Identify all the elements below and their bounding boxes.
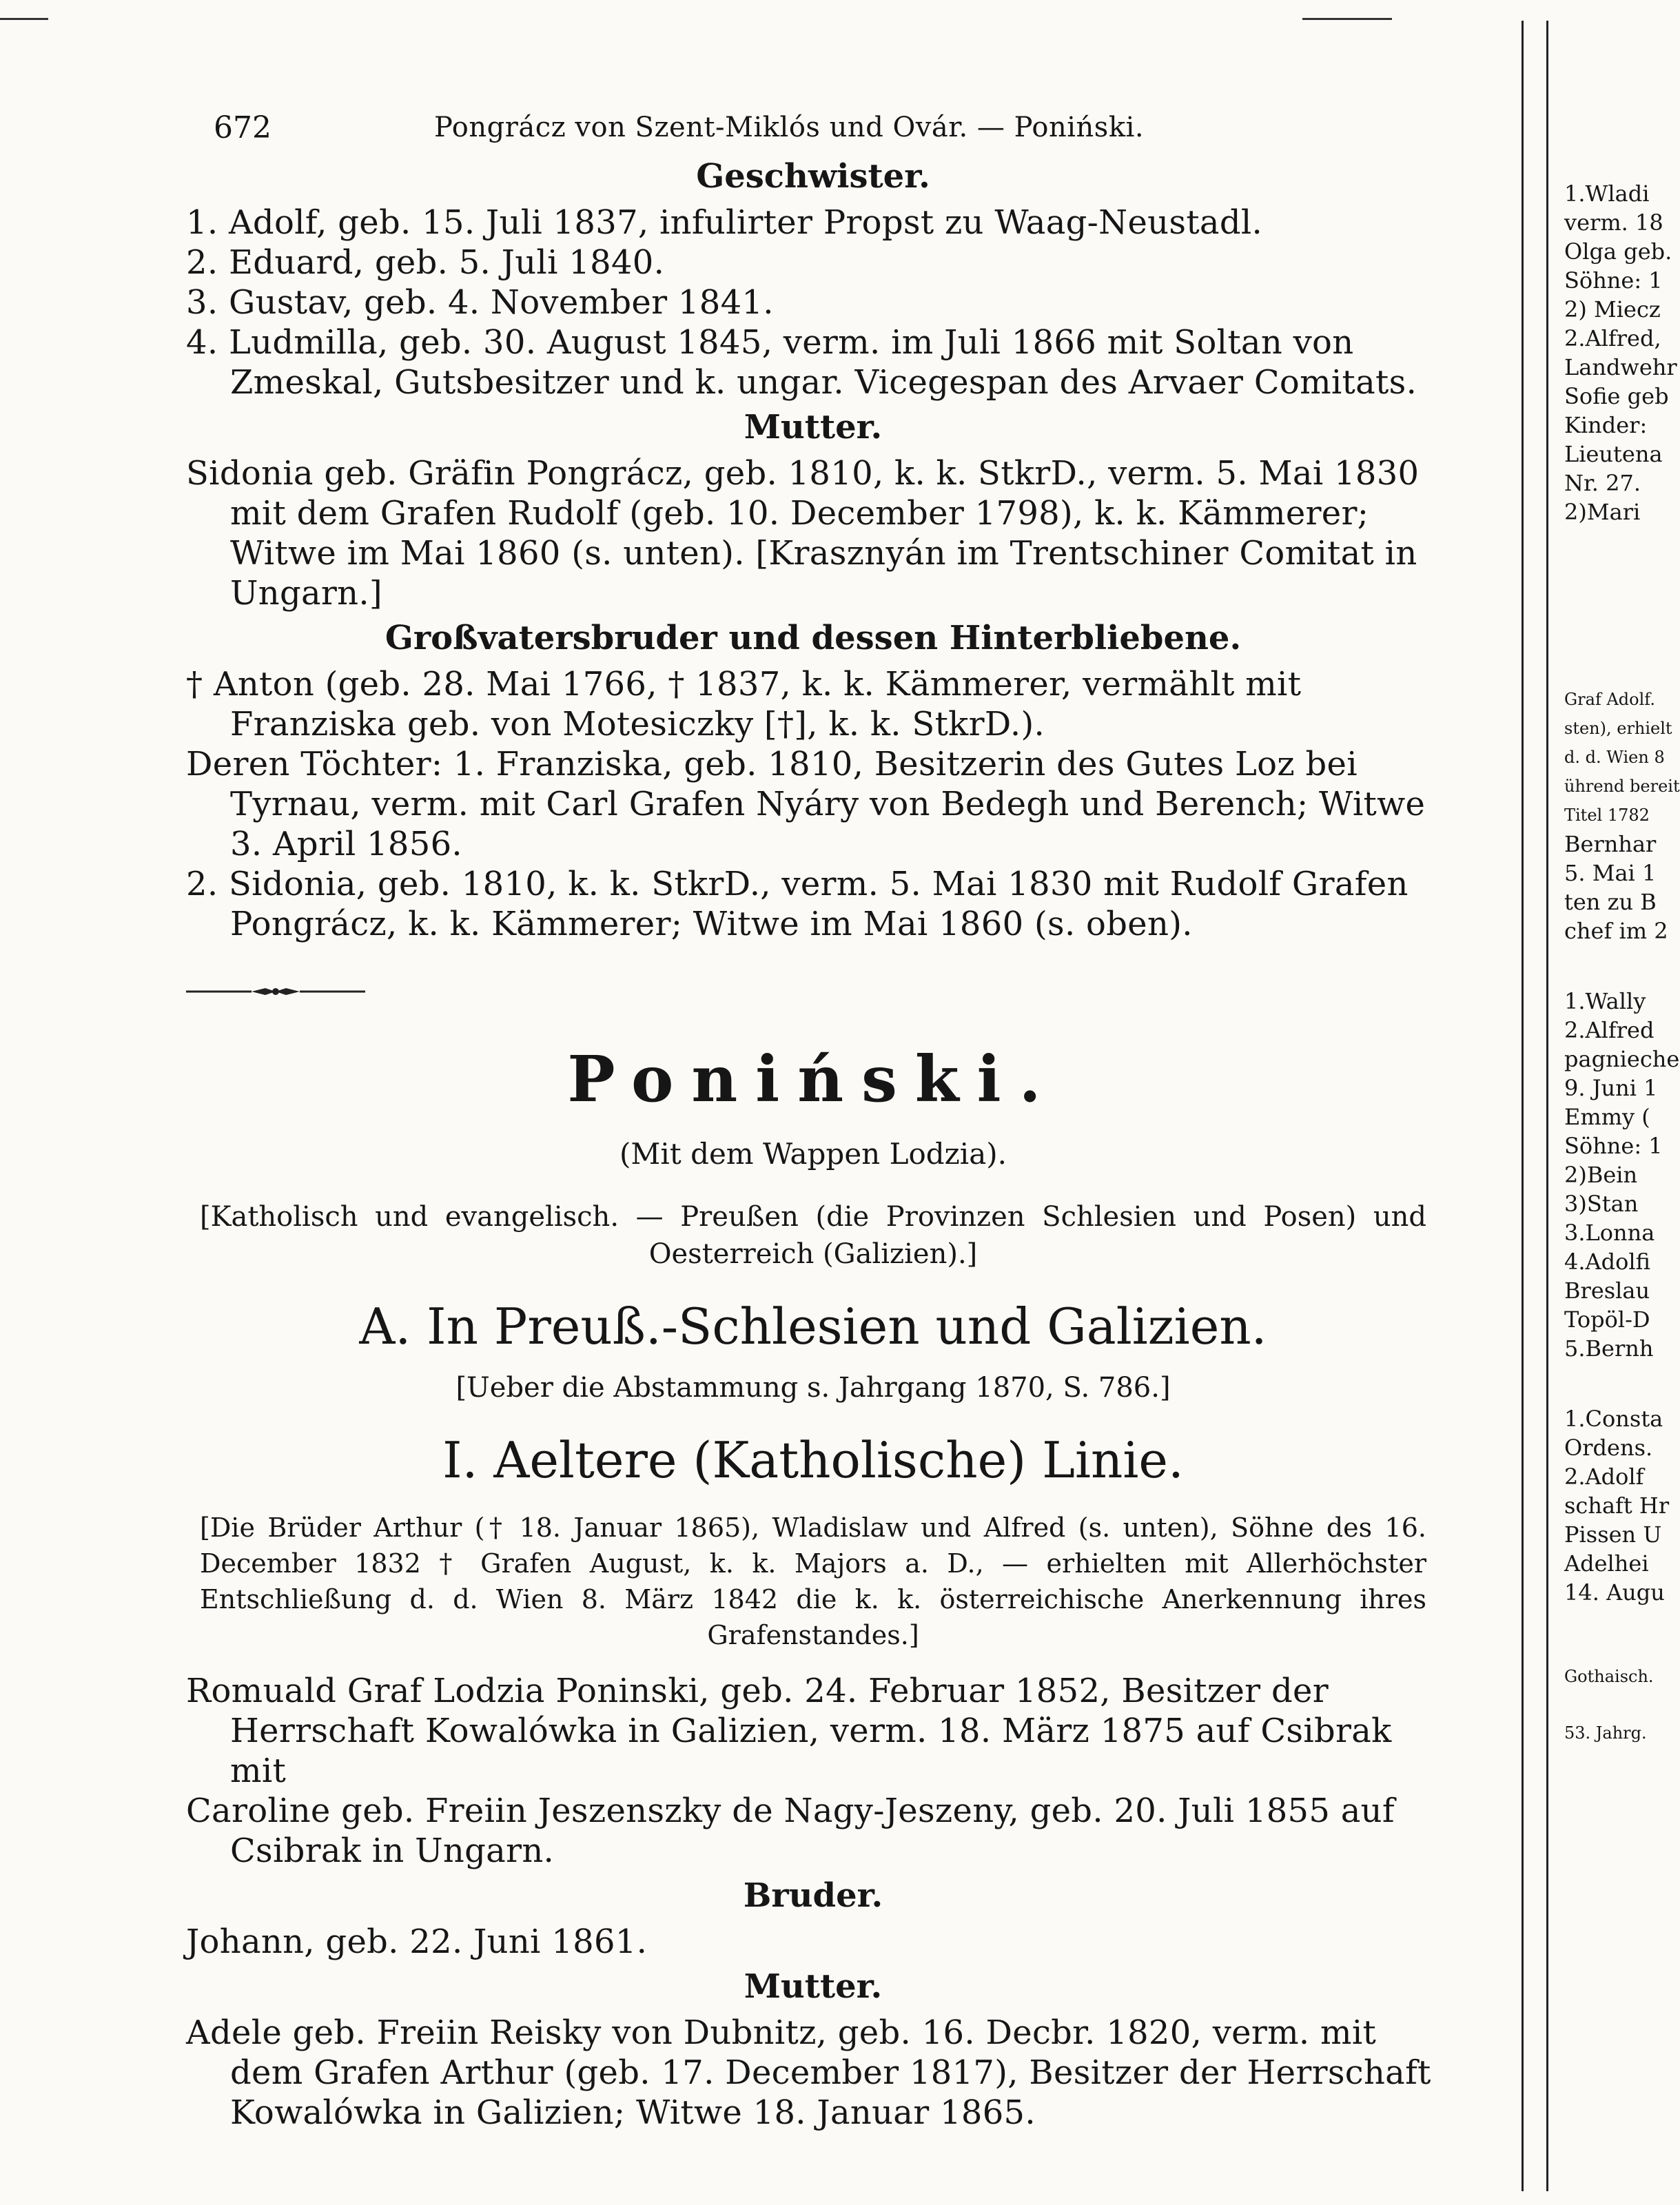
margin-line: 3.Lonna	[1564, 1220, 1655, 1246]
page-number: 672	[214, 110, 272, 145]
margin-line: Olga geb.	[1564, 238, 1672, 265]
line-note: [Die Brüder Arthur († 18. Januar 1865), Wladislaw und Alfred (s. unten), Söhne des 16. December 1832 † Grafen August, k. k. Majors a. D., — erhielten mit Allerhöchster Entschließung d. d. Wien 8. März 1842 die k. k. österreichische Anerkennung ihres Grafenstandes.]	[200, 1512, 1426, 1650]
margin-line: 2) Miecz	[1564, 296, 1661, 322]
margin-line: Topöl-D	[1564, 1306, 1650, 1333]
sibling-entry: 4. Ludmilla, geb. 30. August 1845, verm. im Juli 1866 mit Soltan von Zmeskal, Gutsbesitzer und k. ungar. Vicegespan des Arvaer Comitats.	[186, 323, 1417, 402]
margin-line: Graf Adolf.	[1564, 690, 1655, 709]
margin-line: 5. Mai 1	[1564, 860, 1657, 886]
margin-line: 9. Juni 1	[1564, 1075, 1658, 1101]
margin-gap	[1564, 1607, 1654, 1662]
margin-line: 1.Wally	[1564, 988, 1646, 1014]
margin-line: Adelhei	[1564, 1550, 1649, 1577]
margin-line: 14. Augu	[1564, 1579, 1665, 1606]
margin-line: Gothaisch.	[1564, 1667, 1654, 1686]
margin-line: Emmy (	[1564, 1104, 1650, 1130]
margin-gap	[1564, 526, 1654, 685]
margin-line: Landwehr	[1564, 354, 1677, 380]
poninski-mother-entry: Adele geb. Freiin Reisky von Dubnitz, geb. 16. Decbr. 1820, verm. mit dem Grafen Arthur (geb. 17. December 1817), Besitzer der Herrschaft Kowalówka in Galizien; Witwe 18. Januar 1865.	[186, 2013, 1431, 2132]
page-header	[186, 96, 1440, 152]
margin-line: Ordens.	[1564, 1435, 1653, 1461]
margin-line: ten zu B	[1564, 889, 1657, 915]
margin-line: 4.Adolfi	[1564, 1249, 1650, 1275]
margin-line: 3)Stan	[1564, 1191, 1639, 1217]
ornament-divider	[186, 985, 365, 998]
section-a-heading: A. In Preuß.-Schlesien und Galizien.	[359, 1298, 1267, 1355]
margin-gap	[1564, 1691, 1654, 1719]
margin-line: 2)Mari	[1564, 499, 1641, 525]
line-heading: I. Aeltere (Katholische) Linie.	[442, 1431, 1184, 1489]
margin-line: Kinder:	[1564, 412, 1648, 438]
poninski-mother-heading: Mutter.	[744, 1967, 883, 2006]
adjacent-page-fragment	[1564, 179, 1680, 1747]
margin-line: 2.Alfred,	[1564, 325, 1661, 351]
mother-entry: Sidonia geb. Gräfin Pongrácz, geb. 1810, k. k. StkrD., verm. 5. Mai 1830 mit dem Grafen Rudolf (geb. 10. December 1798), k. k. Kämmerer; Witwe im Mai 1860 (s. unten). [Krasznyán im Trentschiner Comitat in Ungarn.]	[186, 454, 1420, 613]
family-title: Poniński.	[567, 1042, 1059, 1116]
section-a-note: [Ueber die Abstammung s. Jahrgang 1870, S. 786.]	[455, 1372, 1171, 1404]
margin-line: pagnieche	[1564, 1046, 1680, 1072]
margin-line: schaft Hr	[1564, 1493, 1670, 1519]
margin-line: chef im 2	[1564, 918, 1668, 944]
margin-line: 2.Adolf	[1564, 1464, 1644, 1490]
margin-line: 2)Bein	[1564, 1162, 1638, 1188]
gutter-rule	[1546, 21, 1548, 2191]
brother-entry: Johann, geb. 22. Juni 1861.	[186, 1922, 648, 1961]
margin-line: d. d. Wien 8	[1564, 748, 1665, 767]
granduncle-entry: † Anton (geb. 28. Mai 1766, † 1837, k. k. Kämmerer, vermählt mit Franziska geb. von Motesiczky [†], k. k. StkrD.).	[186, 665, 1302, 743]
margin-line: Söhne: 1	[1564, 1133, 1663, 1159]
siblings-heading: Geschwister.	[696, 157, 930, 196]
margin-line: 5.Bernh	[1564, 1335, 1654, 1362]
daughter-entry: Deren Töchter: 1. Franziska, geb. 1810, Besitzerin des Gutes Loz bei Tyrnau, verm. mit Carl Grafen Nyáry von Bedegh und Berench; Witwe 3. April 1856.	[186, 745, 1426, 863]
main-column	[186, 96, 1440, 2133]
arms-line: (Mit dem Wappen Lodzia).	[619, 1137, 1007, 1171]
margin-line: verm. 18	[1564, 209, 1663, 236]
edge-mark	[1302, 18, 1392, 20]
margin-gap	[1564, 945, 1654, 987]
margin-line: Nr. 27.	[1564, 470, 1641, 496]
mother-heading: Mutter.	[744, 408, 883, 447]
margin-line: ührend bereit	[1564, 777, 1680, 796]
margin-line: Söhne: 1	[1564, 267, 1663, 294]
margin-line: 53. Jahrg.	[1564, 1723, 1647, 1743]
margin-line: Breslau	[1564, 1278, 1650, 1304]
margin-line: 1.Consta	[1564, 1406, 1663, 1432]
margin-line: Sofie geb	[1564, 383, 1669, 409]
sibling-entry: 1. Adolf, geb. 15. Juli 1837, infulirter Propst zu Waag-Neustadl.	[186, 203, 1263, 242]
margin-line: Pissen U	[1564, 1521, 1662, 1548]
margin-line: 1.Wladi	[1564, 181, 1650, 207]
margin-line: Lieutena	[1564, 441, 1663, 467]
edge-mark	[0, 18, 48, 20]
granduncle-heading: Großvatersbruder und dessen Hinterbliebene.	[385, 619, 1242, 657]
sibling-entry: 3. Gustav, geb. 4. November 1841.	[186, 283, 774, 322]
running-title: Pongrácz von Szent-Miklós und Ovár. — Poniński.	[434, 112, 1145, 143]
head-entry: Romuald Graf Lodzia Poninski, geb. 24. Februar 1852, Besitzer der Herrschaft Kowalówka in Galizien, verm. 18. März 1875 auf Csibrak mit	[186, 1672, 1392, 1790]
margin-line: Bernhar	[1564, 831, 1657, 857]
margin-line: 2.Alfred	[1564, 1017, 1655, 1043]
daughter-entry: 2. Sidonia, geb. 1810, k. k. StkrD., verm. 5. Mai 1830 mit Rudolf Grafen Pongrácz, k. k. Kämmerer; Witwe im Mai 1860 (s. oben).	[186, 865, 1408, 943]
margin-line: sten), erhielt	[1564, 719, 1672, 738]
margin-line: Titel 1782	[1564, 806, 1650, 825]
sibling-entry: 2. Eduard, geb. 5. Juli 1840.	[186, 243, 665, 282]
brother-heading: Bruder.	[743, 1876, 883, 1915]
religion-note: [Katholisch und evangelisch. — Preußen (die Provinzen Schlesien und Posen) und Oesterreich (Galizien).]	[200, 1201, 1426, 1270]
margin-gap	[1564, 1363, 1654, 1404]
wife-entry: Caroline geb. Freiin Jeszenszky de Nagy-Jeszeny, geb. 20. Juli 1855 auf Csibrak in Ungarn.	[186, 1792, 1395, 1870]
gutter-rule	[1522, 21, 1524, 2191]
